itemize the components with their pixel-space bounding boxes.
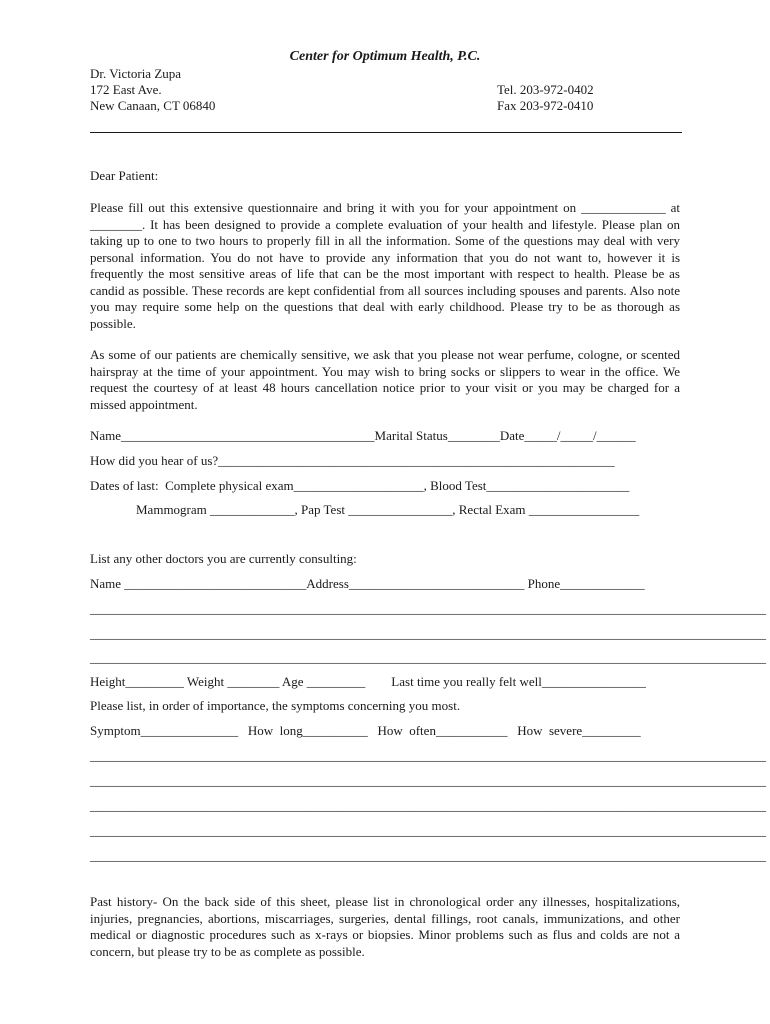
fax: Fax 203-972-0410 bbox=[497, 98, 594, 113]
symptom-header-line[interactable]: Symptom_______________ How long__________ How often___________ How severe_________ bbox=[90, 723, 641, 738]
symptom-entry-line[interactable]: ________________________________________________________________________________________________________ bbox=[90, 823, 766, 838]
other-doctors-header-line[interactable]: Name ____________________________Address___________________________ Phone_____________ bbox=[90, 576, 645, 591]
doctor-entry-line[interactable]: ________________________________________________________________________________________________________ bbox=[90, 601, 766, 616]
header-divider bbox=[90, 132, 682, 133]
doctor-entry-line[interactable]: ________________________________________________________________________________________________________ bbox=[90, 650, 766, 665]
doctor-name: Dr. Victoria Zupa bbox=[90, 66, 182, 81]
street-address: 172 East Ave. bbox=[90, 82, 162, 97]
screening-tests-line[interactable]: Mammogram _____________, Pap Test ________________, Rectal Exam _________________ bbox=[136, 502, 640, 517]
vitals-line[interactable]: Height_________ Weight ________ Age _________ Last time you really felt well________________ bbox=[90, 674, 646, 689]
city-address: New Canaan, CT 06840 bbox=[90, 98, 216, 113]
past-history-paragraph: Past history- On the back side of this sheet, please list in chronological order any illnesses, hospitalizations, injuries, pregnancies, abortions, miscarriages, surgeries, dental fillings, root canals, immunizations, and other medical or diagnostic procedures such as x-rays or biopsies. Minor problems such as flus and colds are not a concern, but please try to be as complete as possible. bbox=[90, 894, 680, 959]
name-status-date-line[interactable]: Name_______________________________________Marital Status________Date_____/_____/______ bbox=[90, 428, 636, 443]
symptom-entry-line[interactable]: ________________________________________________________________________________________________________ bbox=[90, 848, 766, 863]
telephone: Tel. 203-972-0402 bbox=[497, 82, 594, 97]
doctor-entry-line[interactable]: ________________________________________________________________________________________________________ bbox=[90, 626, 766, 641]
symptom-entry-line[interactable]: ________________________________________________________________________________________________________ bbox=[90, 748, 766, 763]
exam-dates-line[interactable]: Dates of last: Complete physical exam____________________, Blood Test______________________ bbox=[90, 478, 630, 493]
practice-title: Center for Optimum Health, P.C. bbox=[289, 49, 481, 64]
salutation: Dear Patient: bbox=[90, 168, 159, 183]
symptoms-intro: Please list, in order of importance, the symptoms concerning you most. bbox=[90, 698, 461, 713]
sensitivity-paragraph: As some of our patients are chemically sensitive, we ask that you please not wear perfume, cologne, or scented hairspray at the time of your appointment. You may wish to bring socks or slippers to wear in the office. We request the courtesy of at least 48 hours cancellation notice prior to your visit or you may be charged for a missed appointment. bbox=[90, 347, 680, 412]
referral-source-line[interactable]: How did you hear of us?_____________________________________________________________ bbox=[90, 453, 615, 468]
symptom-entry-line[interactable]: ________________________________________________________________________________________________________ bbox=[90, 798, 766, 813]
intro-paragraph: Please fill out this extensive questionnaire and bring it with you for your appointment on _____________ at ________. It has been designed to provide a complete evaluation of your health and lifestyle. Please plan on taking up to one to two hours to properly fill in all the information. Some of the questions may deal with very personal information. You do not have to provide any information that you do not want to, however it is frequently the most sensitive areas of life that can be the most important with respect to health. Please be as candid as possible. These records are kept confidential from all sources including spouses and parents. Also note you may require some help on the questions that deal with early childhood. Please try to be as thorough as possible. bbox=[90, 200, 680, 331]
other-doctors-intro: List any other doctors you are currently consulting: bbox=[90, 551, 357, 566]
symptom-entry-line[interactable]: ________________________________________________________________________________________________________ bbox=[90, 773, 766, 788]
